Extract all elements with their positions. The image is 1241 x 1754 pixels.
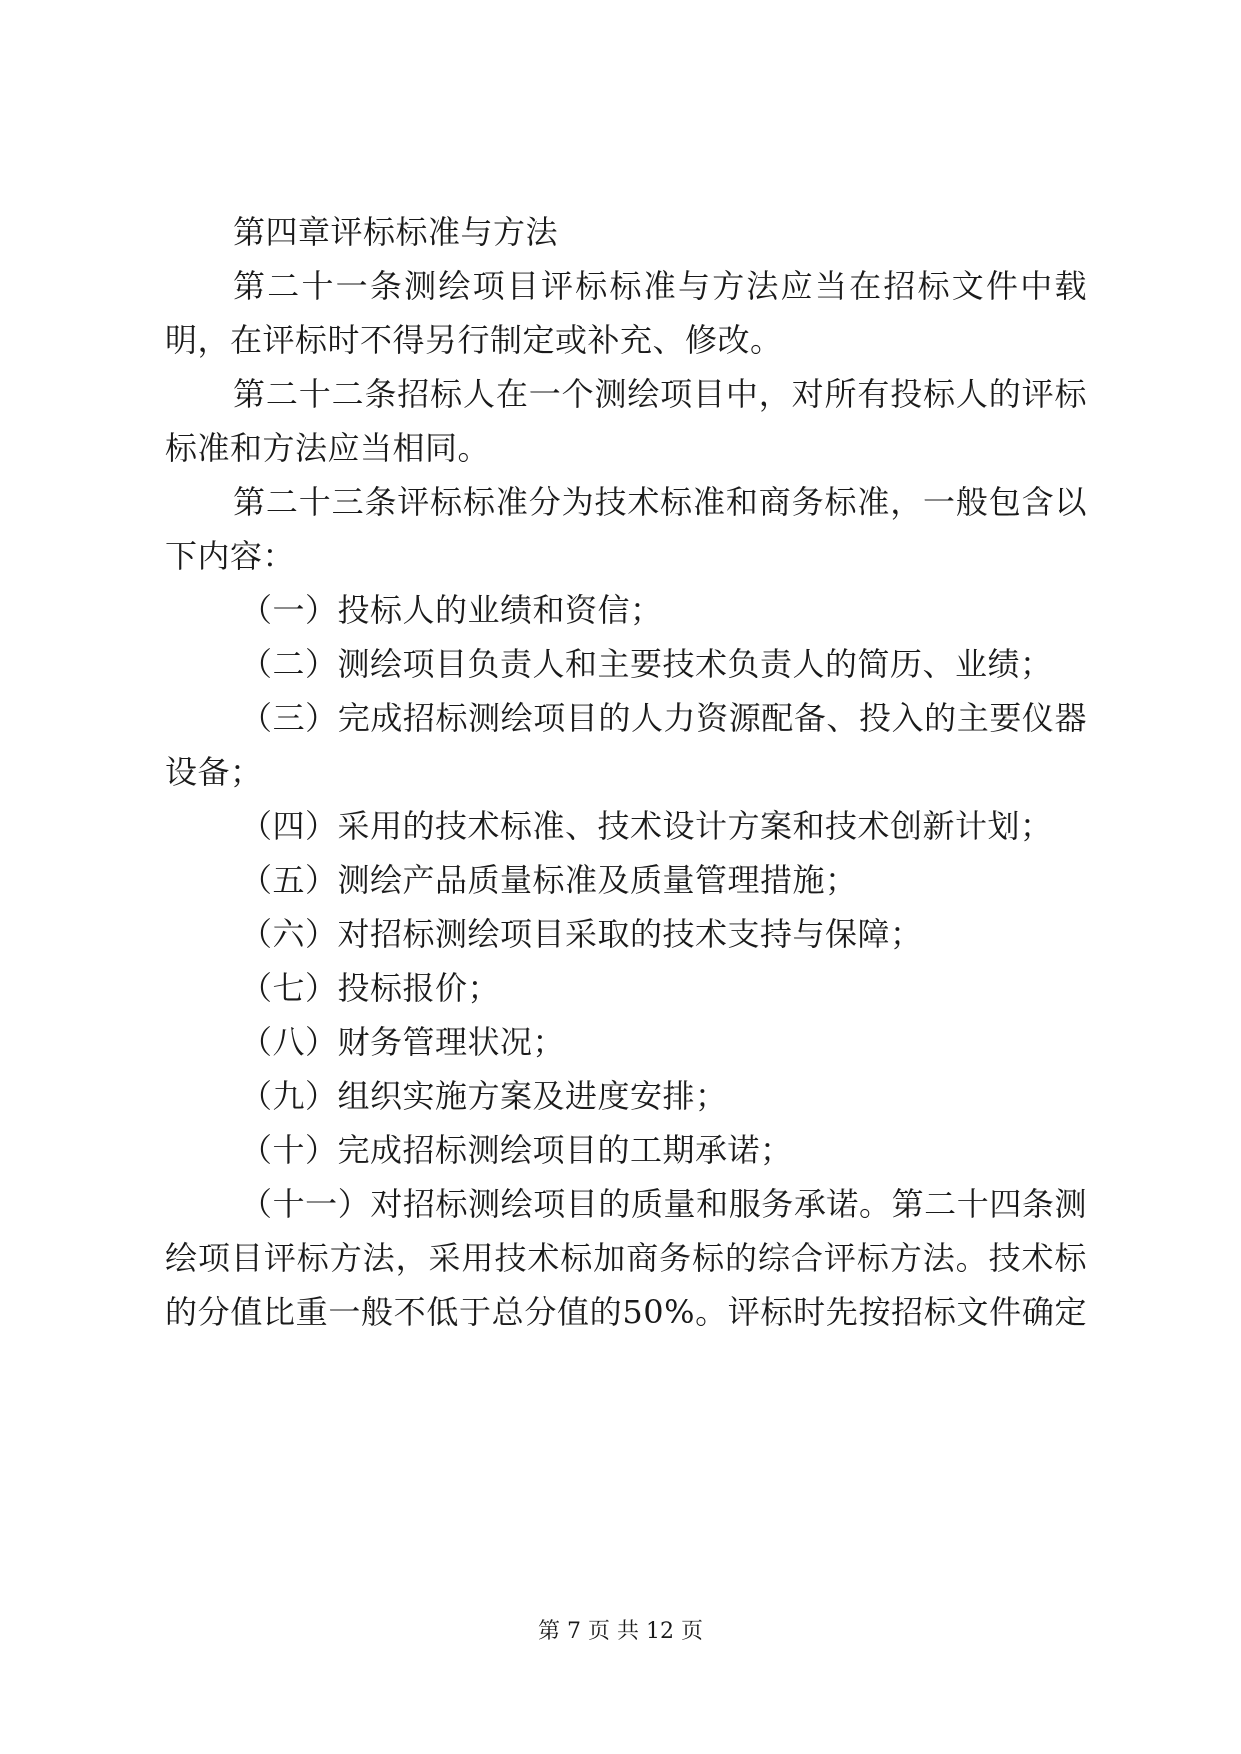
paragraph-line: 第二十三条评标标准分为技术标准和商务标准，一般包含以 [233,483,1087,521]
paragraph-line: 的分值比重一般不低于总分值的50%。评标时先按招标文件确定 [165,1293,1087,1331]
page-number-footer: 第 7 页 共 12 页 [538,1619,703,1644]
paragraph-line: 下内容： [165,537,296,575]
list-item: （四）采用的技术标准、技术设计方案和技术创新计划； [240,807,1053,845]
list-item: （二）测绘项目负责人和主要技术负责人的简历、业绩； [240,645,1053,683]
list-item: （五）测绘产品质量标准及质量管理措施； [240,861,858,899]
list-item-continuation: 设备； [165,753,263,791]
paragraph-line: 第二十二条招标人在一个测绘项目中，对所有投标人的评标 [233,375,1087,413]
chapter-heading: 第四章评标标准与方法 [233,213,559,251]
list-item: （三）完成招标测绘项目的人力资源配备、投入的主要仪器 [240,699,1087,737]
paragraph-line: 绘项目评标方法，采用技术标加商务标的综合评标方法。技术标 [165,1239,1087,1277]
paragraph-line: 第二十一条测绘项目评标标准与方法应当在招标文件中载 [233,267,1087,305]
list-item: （八）财务管理状况； [240,1023,566,1061]
paragraph-line: 明，在评标时不得另行制定或补充、修改。 [165,321,783,359]
list-item: （一）投标人的业绩和资信； [240,591,663,629]
list-item: （十一）对招标测绘项目的质量和服务承诺。第二十四条测 [240,1185,1087,1223]
list-item: （九）组织实施方案及进度安排； [240,1077,728,1115]
list-item: （十）完成招标测绘项目的工期承诺； [240,1131,793,1169]
list-item: （六）对招标测绘项目采取的技术支持与保障； [240,915,923,953]
list-item: （七）投标报价； [240,969,501,1007]
paragraph-line: 标准和方法应当相同。 [165,429,491,467]
